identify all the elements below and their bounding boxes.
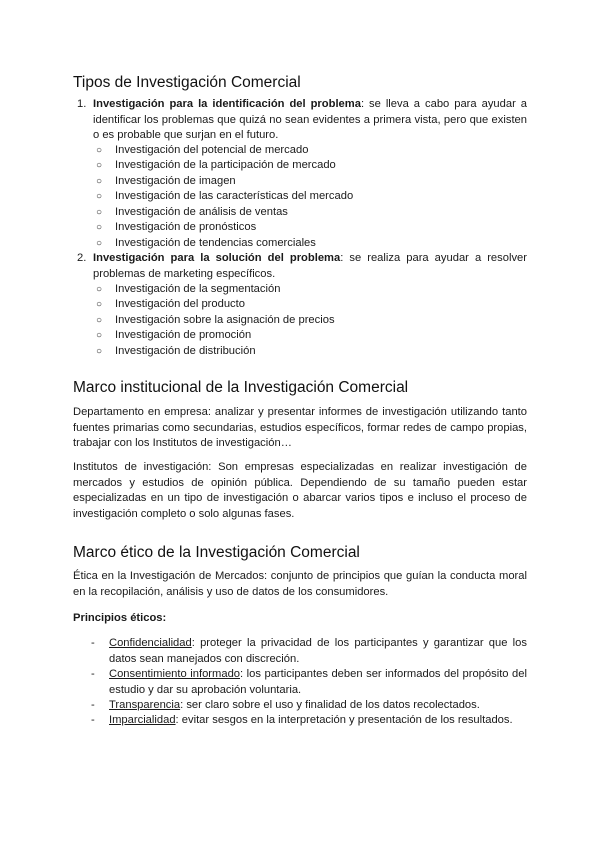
sub-list-item: Investigación de la participación de mercado bbox=[115, 159, 336, 171]
principle-item bbox=[109, 667, 527, 698]
paragraph-institutos: Institutos de investigación: Son empresas especializadas en realizar investigación de mercados y estudios de opinión pública. Dependiendo de su tamaño pueden estar especializadas en un tipo de investigación o abarcar varios tipos e incluso el proceso de investigación completo o solo algunas fases. bbox=[73, 461, 527, 520]
dash-bullet: - bbox=[91, 714, 95, 726]
principle-text: : ser claro sobre el uso y finalidad de los datos recolectados. bbox=[180, 699, 480, 711]
sub-list-item: Investigación de análisis de ventas bbox=[115, 206, 288, 218]
dash-bullet: - bbox=[91, 668, 95, 680]
sub-bullet-icon: ○ bbox=[96, 315, 103, 326]
item-title: Investigación para la solución del problema bbox=[93, 252, 341, 264]
section-heading-tipos: Tipos de Investigación Comercial bbox=[73, 74, 301, 91]
list-item-identificacion bbox=[93, 97, 527, 144]
sub-list-item: Investigación de pronósticos bbox=[115, 221, 257, 233]
principle-term: Transparencia bbox=[109, 699, 181, 711]
principle-text: : los participantes deben ser informados del propósito del estudio y dar su aprobación voluntaria. bbox=[109, 668, 527, 696]
sub-list-item: Investigación de tendencias comerciales bbox=[115, 237, 316, 249]
sub-bullet-icon: ○ bbox=[96, 207, 103, 218]
principle-item bbox=[109, 713, 527, 729]
principle-item bbox=[109, 698, 527, 714]
principles-heading-text: Principios éticos: bbox=[73, 612, 167, 624]
sub-bullet-icon: ○ bbox=[96, 145, 103, 156]
sub-bullet-icon: ○ bbox=[96, 330, 103, 341]
paragraph-departamento: Departamento en empresa: analizar y presentar informes de investigación utilizando tanto fuentes primarias como secundarias, estudios específicos, formar redes de campo propias, trabajar con los Institutos de investigación… bbox=[73, 406, 527, 449]
sub-bullet-icon: ○ bbox=[96, 222, 103, 233]
dash-bullet: - bbox=[91, 637, 95, 649]
sub-bullet-icon: ○ bbox=[96, 299, 103, 310]
sub-bullet-icon: ○ bbox=[96, 284, 103, 295]
sub-list-item: Investigación del producto bbox=[115, 298, 245, 310]
sub-list-item: Investigación de distribución bbox=[115, 345, 256, 357]
sub-list-item: Investigación de imagen bbox=[115, 175, 236, 187]
sub-bullet-icon: ○ bbox=[96, 176, 103, 187]
item-text: : se realiza para ayudar a resolver problemas de marketing específicos. bbox=[93, 252, 528, 280]
sub-bullet-icon: ○ bbox=[96, 160, 103, 171]
sub-list-item: Investigación de las características del mercado bbox=[115, 190, 354, 202]
sub-bullet-icon: ○ bbox=[96, 238, 103, 249]
list-number: 2. bbox=[77, 252, 87, 264]
sub-bullet-icon: ○ bbox=[96, 346, 103, 357]
sub-bullet-icon: ○ bbox=[96, 191, 103, 202]
dash-bullet: - bbox=[91, 699, 95, 711]
principle-term: Imparcialidad bbox=[109, 714, 176, 726]
principles-heading bbox=[73, 611, 166, 627]
sub-list-item: Investigación de la segmentación bbox=[115, 283, 281, 295]
principle-text: : evitar sesgos en la interpretación y presentación de los resultados. bbox=[175, 714, 513, 726]
sub-list-item: Investigación del potencial de mercado bbox=[115, 144, 309, 156]
item-text: : se lleva a cabo para ayudar a identificar los problemas que quizá no sean evidentes a primera vista, pero que existen o es probable que surjan en el futuro. bbox=[93, 98, 527, 141]
item-title: Investigación para la identificación del problema bbox=[93, 98, 361, 110]
principle-item bbox=[109, 636, 527, 667]
principle-term: Confidencialidad bbox=[109, 637, 192, 649]
list-item-solucion bbox=[93, 251, 527, 282]
paragraph-etica: Ética en la Investigación de Mercados: conjunto de principios que guían la conducta moral en la recopilación, análisis y uso de datos de los consumidores. bbox=[73, 570, 527, 598]
principle-term: Consentimiento informado bbox=[109, 668, 241, 680]
sub-list-item: Investigación sobre la asignación de precios bbox=[115, 314, 335, 326]
section-heading-marco-institucional: Marco institucional de la Investigación Comercial bbox=[73, 379, 409, 396]
section-heading-marco-etico: Marco ético de la Investigación Comercial bbox=[73, 544, 360, 561]
principle-text: : proteger la privacidad de los participantes y garantizar que los datos sean manejados con discreción. bbox=[109, 637, 527, 665]
list-number: 1. bbox=[77, 98, 87, 110]
sub-list-item: Investigación de promoción bbox=[115, 329, 252, 341]
